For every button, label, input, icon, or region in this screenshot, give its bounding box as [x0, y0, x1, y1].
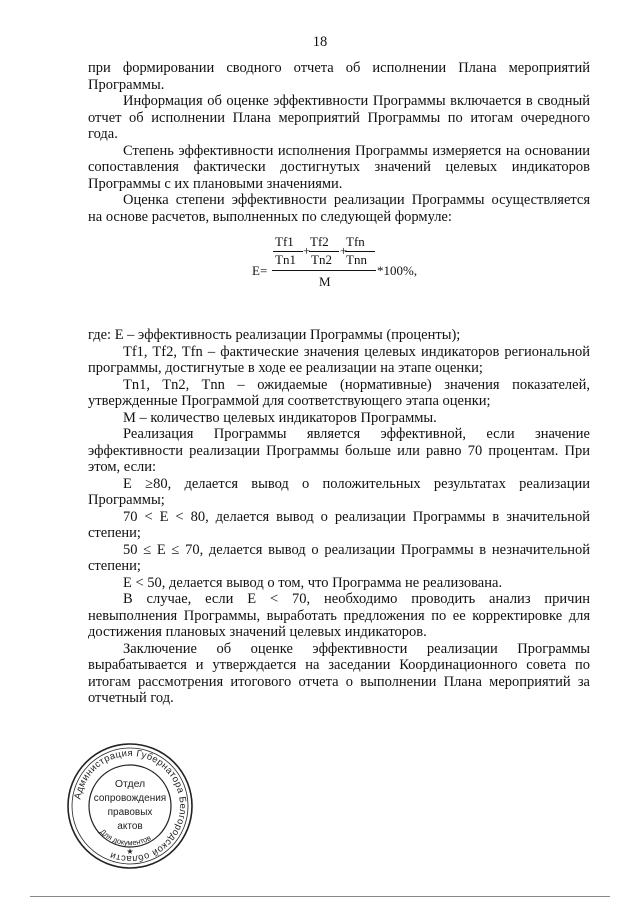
formula-num1: Tf1 [275, 234, 294, 249]
formula-den2: Tn2 [311, 252, 332, 267]
formula-numn: Tfn [346, 234, 365, 249]
paragraph: M – количество целевых индикаторов Программы. [123, 409, 437, 426]
stamp-bottom-text: Для документов [98, 827, 153, 848]
paragraphs-top [88, 60, 590, 225]
document-body [88, 60, 590, 707]
paragraph: 50 ≤ E ≤ 70, делается вывод о реализации Программы в незначительной степени; [88, 541, 590, 574]
paragraph: E ≥80, делается вывод о положительных результатах реализации Программы; [88, 475, 590, 508]
paragraph: В случае, если E < 70, необходимо проводить анализ причин невыполнения Программы, выработать предложения по ее корректировке для достижения плановых значений целевых индикаторов. [88, 591, 590, 640]
paragraph: Реализация Программы является эффективной, если значение эффективности реализации Программы больше или равно 70 процентам. При этом, если: [88, 426, 590, 475]
efficiency-formula [88, 235, 590, 317]
formula-suffix: *100%, [377, 263, 418, 278]
paragraph: Информация об оценке эффективности Программы включается в сводный отчет об исполнении Плана мероприятий Программы по итогам очередного года. [88, 93, 590, 142]
page-number: 18 [312, 34, 328, 50]
paragraph: Степень эффективности исполнения Программы измеряется на основании сопоставления фактически достигнутых значений целевых индикаторов Программы с их плановыми значениями. [88, 142, 590, 192]
formula-den1: Tn1 [275, 252, 296, 267]
paragraph: Оценка степени эффективности реализации Программы осуществляется на основе расчетов, выполненных по следующей формуле: [88, 192, 590, 225]
paragraph: где: E – эффективность реализации Программы (проценты); [88, 327, 461, 343]
formula-plus-1: + [303, 243, 311, 258]
paragraphs-bottom [88, 327, 590, 707]
paragraph: Tn1, Tn2, Tnn – ожидаемые (нормативные) значения показателей, утвержденные Программой для соответствующего этапа оценки; [88, 376, 590, 409]
stamp-line-2: сопровождения [93, 793, 167, 804]
main-fraction-line [272, 270, 376, 271]
stamp-line-3: правовых [107, 807, 153, 818]
stamp-line-4: актов [117, 821, 143, 832]
page-bottom-rule [30, 896, 610, 897]
stamp-line-1: Отдел [114, 778, 146, 790]
formula-denominator: M [319, 274, 331, 289]
paragraph: E < 50, делается вывод о том, что Программа не реализована. [123, 574, 503, 591]
formula-lhs: E= [252, 263, 268, 278]
paragraph: Tf1, Tf2, Tfn – фактические значения целевых индикаторов региональной программы, достигнутые в ходе ее реализации на этапе оценки; [88, 343, 590, 376]
paragraph: при формировании сводного отчета об исполнении Плана мероприятий Программы. [88, 60, 590, 93]
official-stamp [66, 742, 194, 870]
formula-denn: Tnn [346, 252, 367, 267]
formula-plus-2: + [340, 243, 348, 258]
paragraph: Заключение об оценке эффективности реализации Программы вырабатывается и утверждается на заседании Координационного совета по итогам рассмотрения итогового отчета о выполнении Плана мероприятий за отчетный год. [88, 640, 590, 706]
paragraph: 70 < E < 80, делается вывод о реализации Программы в значительной степени; [88, 508, 590, 541]
star-icon: ★ [126, 847, 134, 856]
stamp-ring-text: Администрация Губернатора Белгородской области [72, 747, 189, 865]
formula-num2: Tf2 [310, 234, 329, 249]
